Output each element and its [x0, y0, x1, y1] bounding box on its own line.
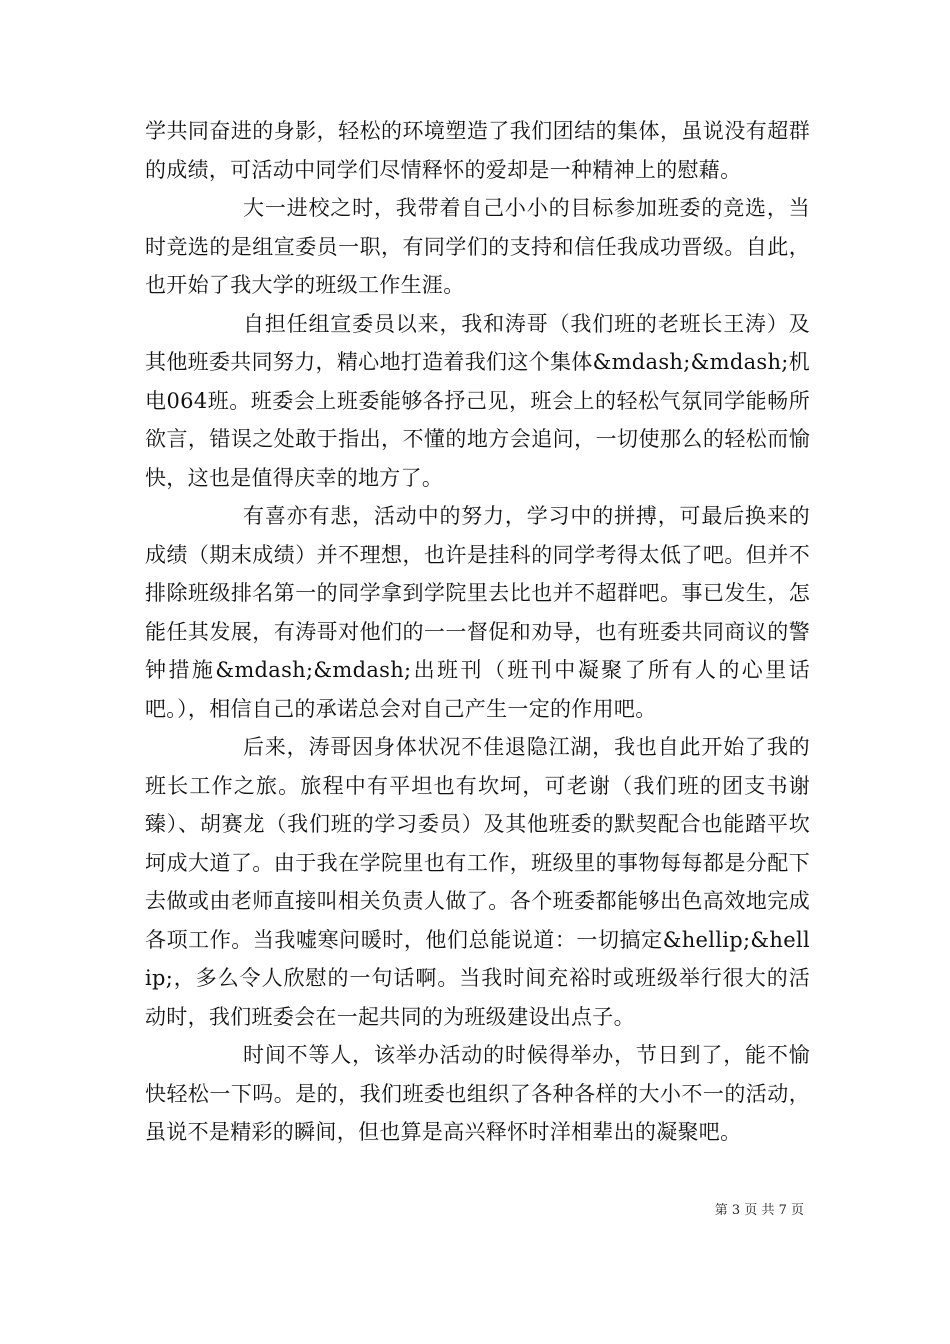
paragraph-3: 自担任组宣委员以来，我和涛哥（我们班的老班长王涛）及其他班委共同努力，精心地打造着我们这个集体&mdash;&mdash;机电064班。班委会上班委能够各抒己见，班会上的轻松气氛同学能畅所欲言，错误之处敢于指出，不懂的地方会追问，一切使那么的轻松而愉快，这也是值得庆幸的地方了。	[145, 311, 810, 490]
paragraph-6: 时间不等人，该举办活动的时候得举办，节日到了，能不愉快轻松一下吗。是的，我们班委也组织了各种各样的大小不一的活动，虽说不是精彩的瞬间，但也算是高兴释怀时洋相辈出的凝聚吧。	[145, 1043, 810, 1144]
document-body	[145, 112, 810, 1152]
paragraph-1: 学共同奋进的身影，轻松的环境塑造了我们团结的集体，虽说没有超群的成绩，可活动中同学们尽情释怀的爱却是一种精神上的慰藉。	[145, 119, 810, 182]
paragraph-5: 后来，涛哥因身体状况不佳退隐江湖，我也自此开始了我的班长工作之旅。旅程中有平坦也有坎坷，可老谢（我们班的团支书谢臻）、胡赛龙（我们班的学习委员）及其他班委的默契配合也能踏平坎坷成大道了。由于我在学院里也有工作，班级里的事物每每都是分配下去做或由老师直接叫相关负责人做了。各个班委都能够出色高效地完成各项工作。当我嘘寒问暖时，他们总能说道：一切搞定&hellip;&hellip;，多么令人欣慰的一句话啊。当我时间充裕时或班级举行很大的活动时，我们班委会在一起共同的为班级建设出点子。	[145, 735, 810, 1029]
page-number-footer: 第 3 页 共 7 页	[714, 1203, 804, 1218]
paragraph-4: 有喜亦有悲，活动中的努力，学习中的拼搏，可最后换来的成绩（期末成绩）并不理想，也许是挂科的同学考得太低了吧。但并不排除班级排名第一的同学拿到学院里去比也并不超群吧。事已发生，怎能任其发展，有涛哥对他们的一一督促和劝导，也有班委共同商议的警钟措施&mdash;&mdash;出班刊（班刊中凝聚了所有人的心里话吧。），相信自己的承诺总会对自己产生一定的作用吧。	[145, 504, 810, 721]
paragraph-2: 大一进校之时，我带着自己小小的目标参加班委的竞选，当时竞选的是组宣委员一职，有同学们的支持和信任我成功晋级。自此，也开始了我大学的班级工作生涯。	[145, 196, 810, 297]
